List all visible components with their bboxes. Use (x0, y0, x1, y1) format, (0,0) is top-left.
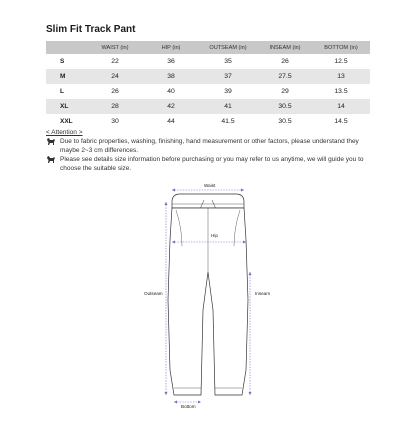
inseam-cell: 30.5 (258, 99, 312, 114)
column-header-inseam: INSEAM (in) (258, 41, 312, 54)
waist-cell: 28 (86, 99, 144, 114)
waist-cell: 24 (86, 69, 144, 84)
hip-cell: 38 (144, 69, 198, 84)
size-chart-table (46, 41, 370, 129)
table-header-row (46, 41, 370, 54)
attention-note-text: Please see details size information before purchasing or you may refer to us anytime, we will guide you to choose the suitable size. (60, 156, 364, 172)
pant-measurement-diagram (0, 180, 416, 416)
hip-cell: 36 (167, 58, 175, 65)
attention-note-text: Due to fabric properties, washing, finishing, hand measurement or other factors, please understand they maybe 2~3 cm differences. (60, 138, 359, 154)
bottom-cell: 13 (312, 69, 370, 84)
bottom-cell: 12.5 (334, 58, 348, 65)
bottom-cell: 14 (312, 99, 370, 114)
pant-outline-illustration (0, 180, 416, 416)
waist-label: Waist (204, 183, 216, 188)
waist-cell: 30 (111, 118, 119, 125)
hip-cell: 40 (167, 88, 175, 95)
outseam-cell: 37 (198, 69, 258, 84)
inseam-cell: 26 (281, 58, 289, 65)
size-cell: XXL (60, 118, 73, 125)
size-cell: L (60, 88, 64, 95)
attention-section (46, 128, 376, 173)
bottom-cell: 13.5 (334, 88, 348, 95)
outseam-cell: 39 (224, 88, 232, 95)
outseam-cell: 41 (198, 99, 258, 114)
inseam-cell: 30.5 (278, 118, 292, 125)
column-header (46, 41, 86, 54)
table-row (46, 54, 370, 69)
column-header-hip: HIP (in) (144, 41, 198, 54)
table-row (46, 69, 370, 84)
inseam-label: Inseam (255, 291, 271, 296)
table-row (46, 99, 370, 114)
bottom-label: Bottom (181, 404, 196, 409)
size-cell: XL (46, 99, 86, 114)
waist-cell: 26 (111, 88, 119, 95)
size-cell: M (46, 69, 86, 84)
outseam-label: Outseam (144, 291, 163, 296)
inseam-cell: 29 (281, 88, 289, 95)
waist-cell: 22 (111, 58, 119, 65)
hip-cell: 44 (167, 118, 175, 125)
hip-cell: 42 (144, 99, 198, 114)
bottom-cell: 14.5 (334, 118, 348, 125)
page-title: Slim Fit Track Pant (46, 24, 136, 35)
column-header-outseam: OUTSEAM (in) (198, 41, 258, 54)
outseam-cell: 41.5 (221, 118, 235, 125)
hip-label: Hip (211, 233, 218, 238)
size-cell: S (60, 58, 65, 65)
column-header-bottom: BOTTOM (in) (312, 41, 370, 54)
table-row (46, 84, 370, 99)
horse-icon (46, 155, 56, 164)
outseam-cell: 35 (224, 58, 232, 65)
horse-icon (46, 137, 56, 146)
attention-note (46, 137, 376, 155)
column-header-waist: WAIST (in) (86, 41, 144, 54)
attention-note (46, 155, 376, 173)
attention-heading: < Attention > (46, 129, 83, 136)
table-row (46, 114, 370, 129)
inseam-cell: 27.5 (258, 69, 312, 84)
